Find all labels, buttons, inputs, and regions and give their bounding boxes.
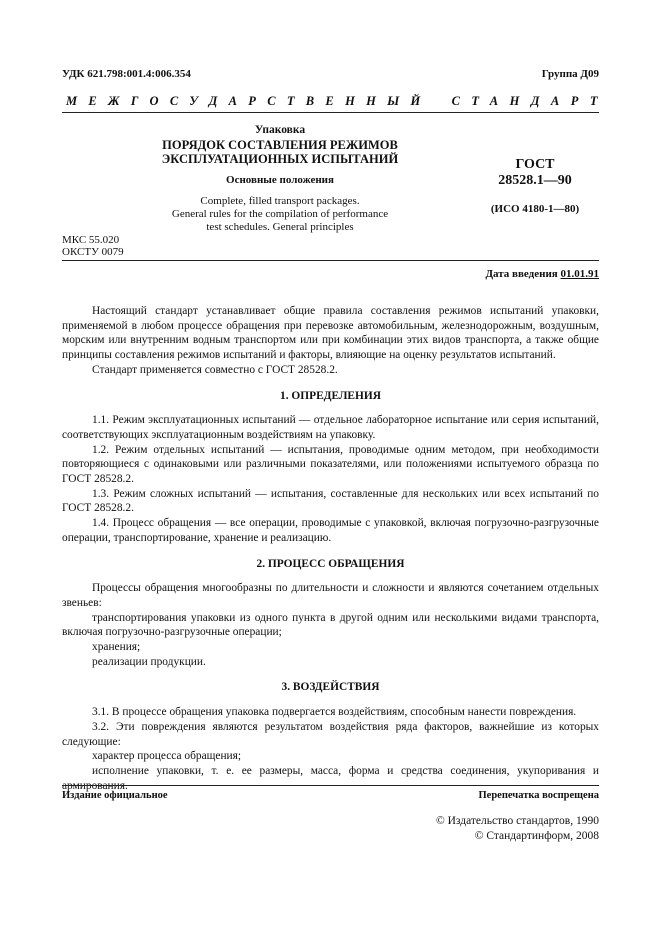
official-edition: Издание официальное [62, 790, 168, 801]
section-2-para-3: хранения; [92, 641, 141, 654]
group-code: Группа Д09 [541, 68, 599, 80]
english-line-1: Complete, filled transport packages. [200, 195, 360, 207]
copyright-block [436, 814, 599, 844]
title-line-2: ЭКСПЛУАТАЦИОННЫХ ИСПЫТАНИЙ [161, 152, 399, 166]
intro-date-value: 01.01.91 [560, 268, 599, 280]
section-1-para-2: 1.2. Режим отдельных испытаний — испытания, проводимые одним методом, при необходимости повторяющиеся с одинаковыми или различными показателями, или положениями испытуемого образца по ГОСТ 28528.2. [62, 443, 599, 486]
copyright-line-2: © Стандартинформ, 2008 [474, 830, 599, 842]
document-body [62, 304, 599, 793]
mks-code: МКС 55.020 [62, 234, 120, 246]
iso-number: (ИСО 4180-1—80) [490, 203, 580, 215]
gost-label: ГОСТ [515, 157, 555, 172]
standard-word-standard: СТАНДАРТ [451, 94, 609, 108]
intro-paragraph-1: Настоящий стандарт устанавливает общие правила составления режимов испытаний упаковки, применяемой в любом процессе обращения при перевозке автомобильным, железнодорожным, воздушным, морским или внутренним водным транспортом или при комбинации этих видов транспорта, а также общие принципы составления режимов испытаний и факторы, влияющие на оценку результатов испытаний. [62, 305, 599, 362]
footer-divider [62, 785, 599, 786]
standard-word-interstate: МЕЖГОСУДАРСТВЕННЫЙ [66, 94, 432, 108]
section-2-para-4: реализации продукции. [92, 655, 206, 668]
english-title [100, 195, 460, 234]
udk-code: УДК 621.798:001.4:006.354 [62, 68, 191, 80]
section-3-para-2: 3.2. Эти повреждения являются результатом воздействия ряда факторов, важнейшие из которых следующие: [62, 720, 599, 748]
english-line-3: test schedules. General principles [206, 221, 354, 233]
section-2-heading: 2. ПРОЦЕСС ОБРАЩЕНИЯ [256, 557, 405, 570]
section-1-para-4: 1.4. Процесс обращения — все операции, проводимые с упаковкой, включая погрузочно-разгрузочные операции, транспортирование, хранение и реализацию. [62, 517, 599, 544]
intro-date-label: Дата введения [485, 268, 558, 280]
classification-codes [62, 234, 124, 258]
intro-paragraph-2: Стандарт применяется совместно с ГОСТ 28528.2. [92, 363, 338, 376]
section-3-para-3: характер процесса обращения; [92, 750, 242, 763]
gost-number: 28528.1—90 [498, 173, 572, 188]
intro-date [485, 268, 599, 280]
english-line-2: General rules for the compilation of performance [171, 208, 389, 220]
section-3-para-1: 3.1. В процессе обращения упаковка подвергается воздействиям, способным нанести повреждения. [92, 706, 577, 719]
section-3-heading: 3. ВОЗДЕЙСТВИЯ [281, 681, 380, 694]
standard-banner [66, 94, 609, 109]
reprint-prohibited: Перепечатка воспрещена [478, 790, 599, 801]
section-2-para-1: Процессы обращения многообразны по длительности и сложности и являются сочетанием отдельных звеньев: [62, 582, 599, 609]
okstu-code: ОКСТУ 0079 [62, 246, 124, 258]
section-3-para-4: исполнение упаковки, т. е. ее размеры, масса, форма и средства соединения, укупоривания и армирования. [62, 764, 599, 792]
header-divider [62, 112, 599, 113]
subtitle: Основные положения [226, 174, 334, 186]
category: Упаковка [254, 124, 306, 136]
copyright-line-1: © Издательство стандартов, 1990 [435, 815, 599, 827]
title-block [100, 124, 460, 234]
section-2-para-2: транспортирования упаковки из одного пункта в другой одним или несколькими видами транспорта, включая погрузочно-разгрузочные операции; [62, 611, 599, 639]
gost-block [470, 157, 600, 215]
section-1-para-1: 1.1. Режим эксплуатационных испытаний — отдельное лабораторное испытание или серия испытаний, соответствующих эксплуатационным воздействиям на упаковку. [62, 414, 599, 441]
section-1-heading: 1. ОПРЕДЕЛЕНИЯ [280, 389, 381, 402]
section-1-para-3: 1.3. Режим сложных испытаний — испытания, составленные для нескольких или всех испытаний по ГОСТ 28528.2. [62, 487, 599, 515]
codes-divider [62, 260, 599, 261]
title-line-1: ПОРЯДОК СОСТАВЛЕНИЯ РЕЖИМОВ [162, 138, 398, 152]
